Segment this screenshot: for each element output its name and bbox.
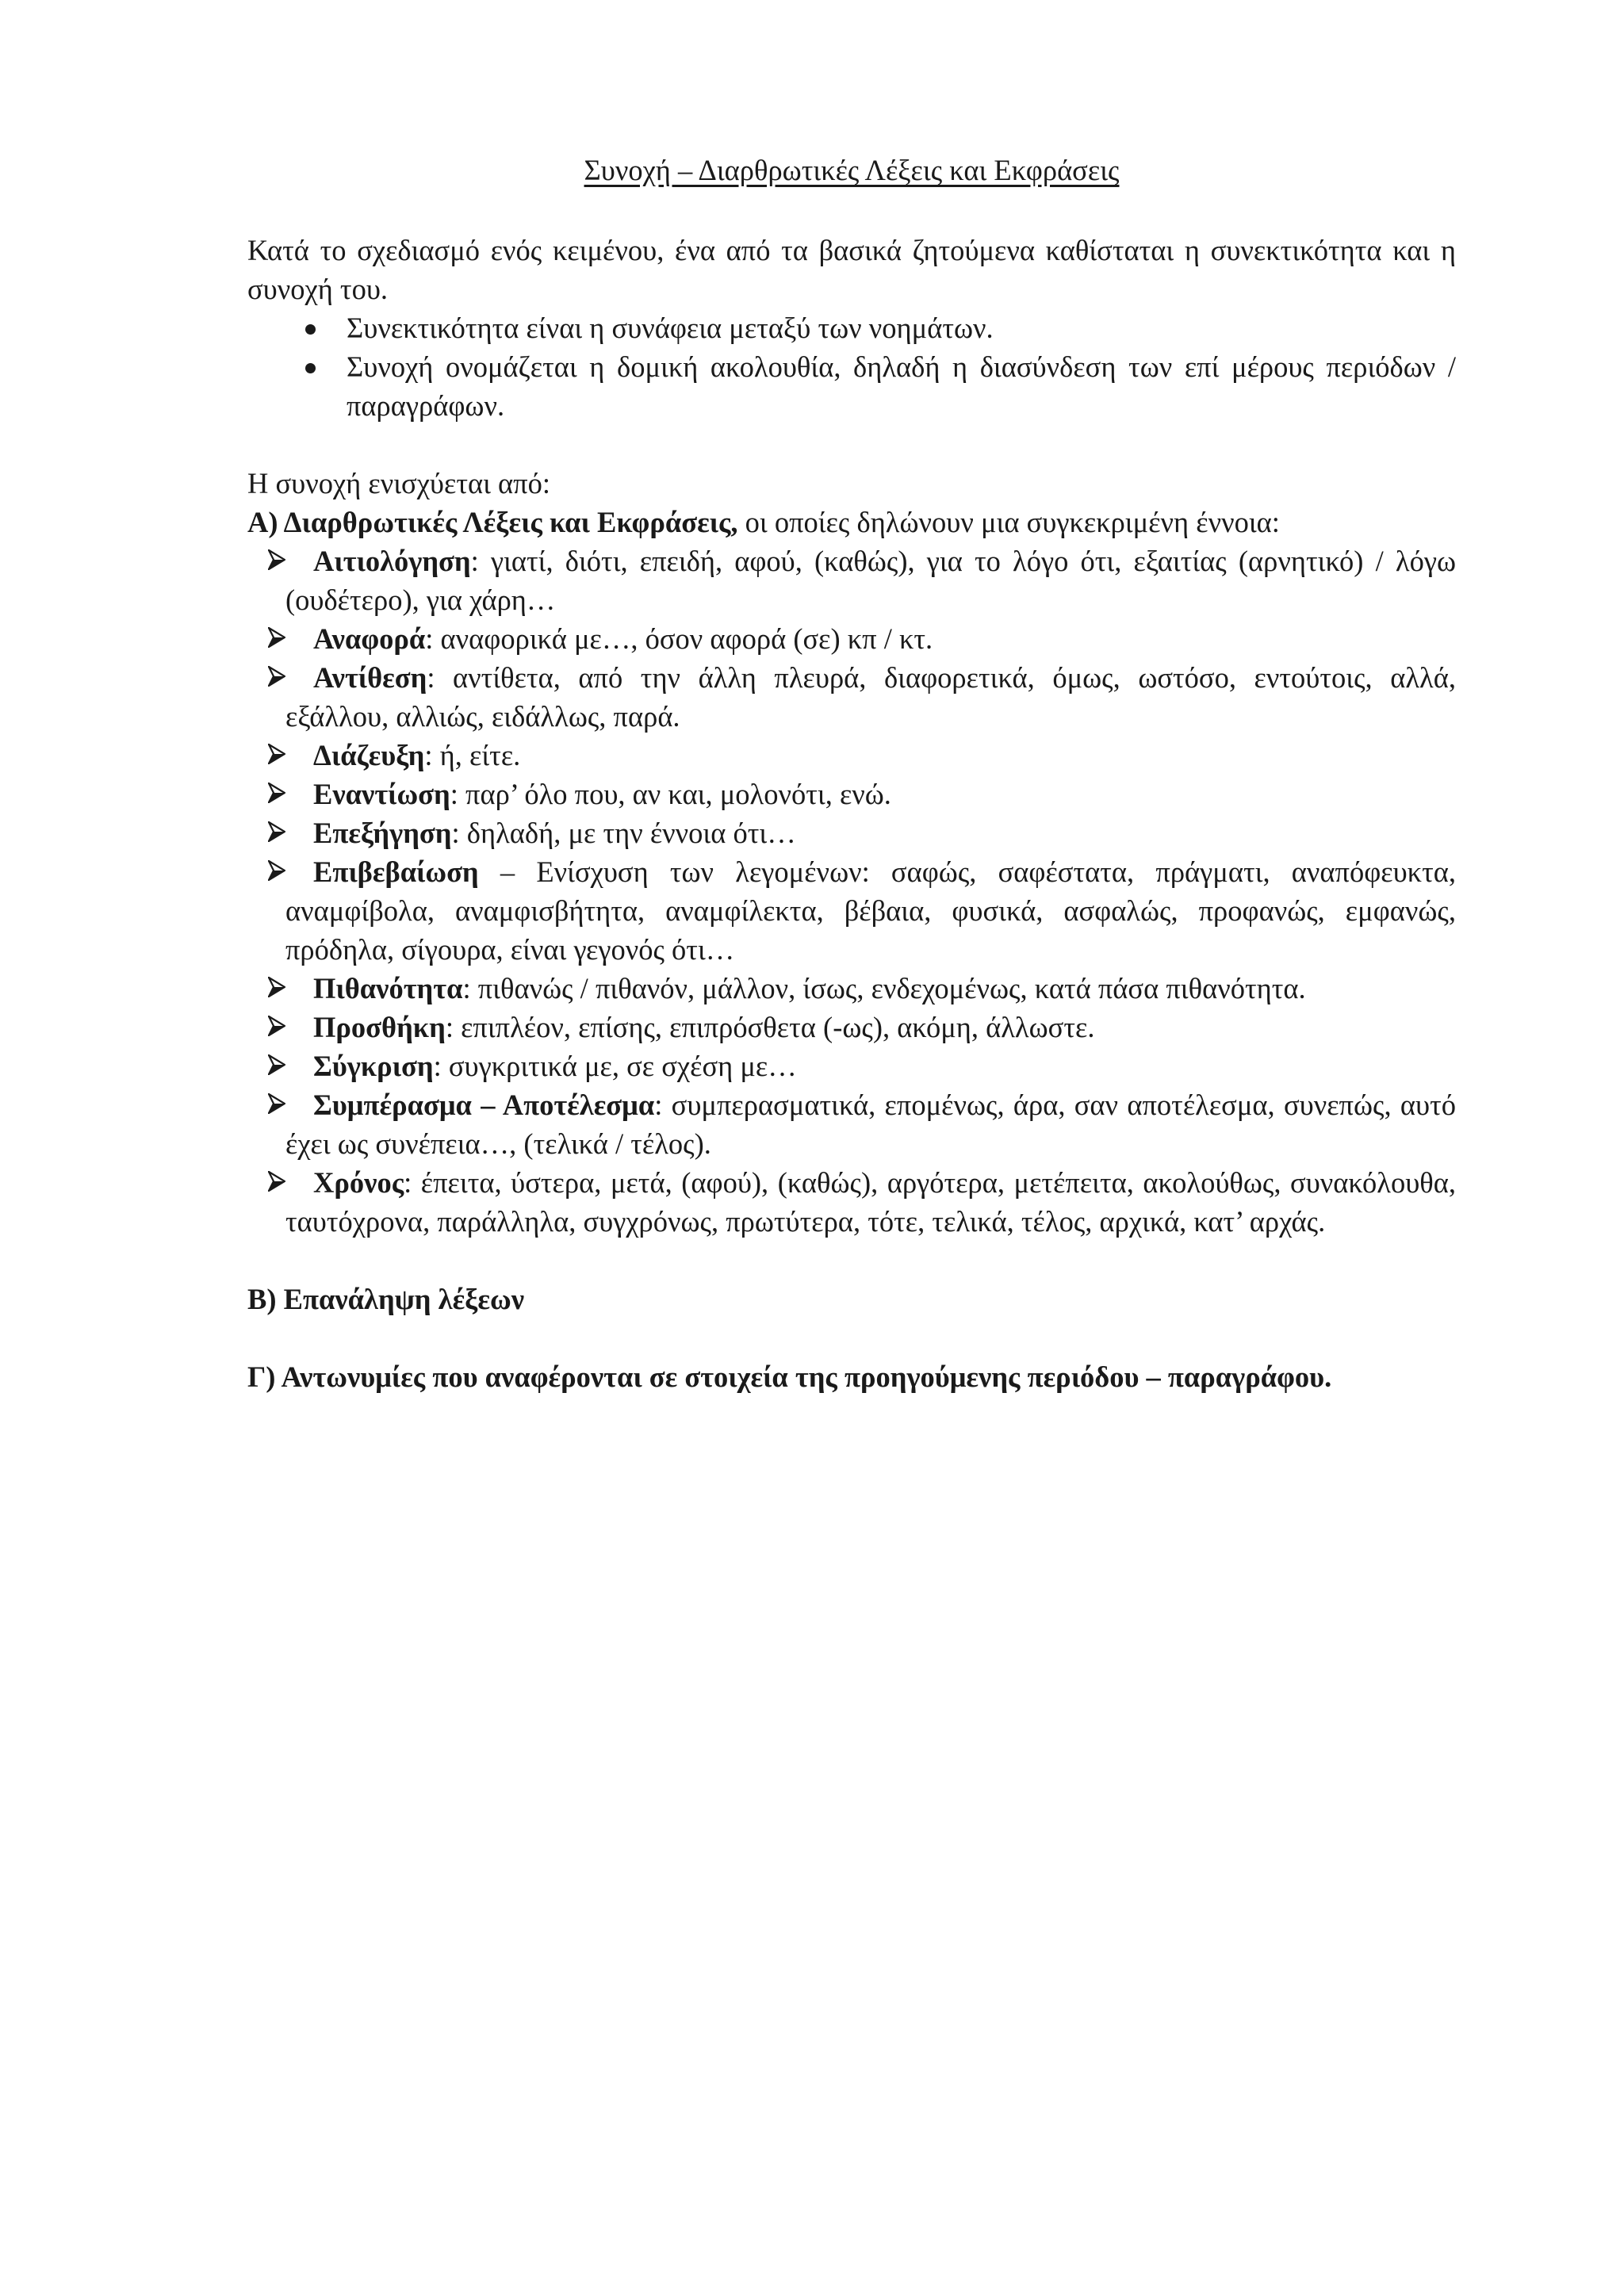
item-separator: : [451,817,460,849]
item-term: Επεξήγηση [313,817,452,849]
item-separator: : [462,972,471,1004]
list-item [247,969,1456,1008]
list-item [247,658,1456,736]
item-term: Προσθήκη [313,1011,446,1043]
paragraph-gap [247,1241,1456,1280]
item-separator: : [433,1050,442,1082]
arrowhead-bullet-icon [268,666,285,687]
definition-list [247,308,1456,425]
paragraph-gap [247,1318,1456,1357]
arrowhead-bullet-icon [268,1054,285,1075]
item-separator: : [654,1089,663,1121]
item-separator: : [470,545,479,577]
item-separator: : [450,778,458,810]
item-term: Αντίθεση [313,661,427,694]
list-item [247,1085,1456,1163]
list-item [247,619,1456,658]
item-separator: : [445,1011,454,1043]
item-text: ή, είτε. [432,739,521,771]
item-term: Διάζευξη [313,739,425,771]
item-term: Αιτιολόγηση [313,545,471,577]
item-text: συμπερασματικά, επομένως, άρα, σαν αποτέλεσμα, συνεπώς, αυτό έχει ως συνέπεια…, (τελικά / τέλος). [285,1089,1456,1160]
item-term: Σύγκριση [313,1050,434,1082]
list-item [247,813,1456,852]
arrowhead-bullet-icon [268,860,285,881]
list-item [299,308,1456,347]
item-term: Επιβεβαίωση [313,855,479,888]
section-a-label: Α) Διαρθρωτικές Λέξεις και Εκφράσεις, [247,506,738,538]
document-page [247,151,1456,1396]
item-text: δηλαδή, με την έννοια ότι… [459,817,796,849]
list-item [247,1047,1456,1085]
document-title: Συνοχή – Διαρθρωτικές Λέξεις και Εκφράσεις [584,154,1120,186]
item-text: Ενίσχυση των λεγομένων: σαφώς, σαφέστατα, πράγματι, αναπόφευκτα, αναμφίβολα, αναμφισβήτητα, αναμφίλεκτα, βέβαια, φυσικά, ασφαλώς, προφανώς, εμφανώς, πρόδηλα, σίγουρα, είναι γεγονός ότι… [285,855,1456,966]
list-item [247,541,1456,619]
list-item [299,347,1456,425]
item-text: παρ’ όλο που, αν και, μολονότι, ενώ. [458,778,891,810]
section-b-heading [247,1280,1456,1318]
item-text: έπειτα, ύστερα, μετά, (αφού), (καθώς), αργότερα, μετέπειτα, ακολούθως, συνακόλουθα, ταυτόχρονα, παράλληλα, συγχρόνως, πρωτύτερα, τότε, τελικά, τέλος, αρχικά, κατ’ αρχάς. [285,1166,1456,1238]
arrowhead-bullet-icon [268,977,285,997]
intro-paragraph: Κατά το σχεδιασμό ενός κειμένου, ένα από τα βασικά ζητούμενα καθίσταται η συνεκτικότητα και η συνοχή του. [247,234,1456,305]
arrowhead-bullet-icon [268,1093,285,1114]
item-term: Πιθανότητα [313,972,463,1004]
item-term: Χρόνος [313,1166,404,1199]
list-item [247,1163,1456,1241]
arrowhead-bullet-icon [268,821,285,842]
reinforced-by-line: Η συνοχή ενισχύεται από: [247,467,551,499]
arrowhead-bullet-icon [268,783,285,803]
item-text: επιπλέον, επίσης, επιπρόσθετα (-ως), ακόμη, άλλωστε. [453,1011,1095,1043]
item-term: Αναφορά [313,622,426,655]
connectives-list [247,541,1456,1241]
item-separator: : [425,622,434,655]
bullet-dot-icon [305,324,316,335]
item-text: αντίθετα, από την άλλη πλευρά, διαφορετικά, όμως, ωστόσο, εντούτοις, αλλά, εξάλλου, αλλιώς, ειδάλλως, παρά. [285,661,1456,733]
section-b-label: Β) Επανάληψη λέξεων [247,1283,525,1315]
bullet-text: Συνεκτικότητα είναι η συνάφεια μεταξύ των νοημάτων. [347,312,994,344]
item-separator: : [424,739,433,771]
arrowhead-bullet-icon [268,1171,285,1192]
item-text: γιατί, διότι, επειδή, αφού, (καθώς), για το λόγο ότι, εξαιτίας (αρνητικό) / λόγω (ουδέτερο), για χάρη… [285,545,1456,616]
arrowhead-bullet-icon [268,549,285,570]
item-separator: : [404,1166,412,1199]
item-text: πιθανώς / πιθανόν, μάλλον, ίσως, ενδεχομένως, κατά πάσα πιθανότητα. [470,972,1306,1004]
item-text: συγκριτικά με, σε σχέση με… [441,1050,797,1082]
bullet-dot-icon [305,363,316,373]
item-text: αναφορικά με…, όσον αφορά (σε) κπ / κτ. [433,622,933,655]
list-item [247,736,1456,775]
arrowhead-bullet-icon [268,627,285,648]
section-a-rest: οι οποίες δηλώνουν μια συγκεκριμένη έννοια: [737,506,1280,538]
bullet-text: Συνοχή ονομάζεται η δομική ακολουθία, δηλαδή η διασύνδεση των επί μέρους περιόδων / παραγράφων. [347,350,1456,422]
section-c-heading: Γ) Αντωνυμίες που αναφέρονται σε στοιχεία της προηγούμενης περιόδου – παραγράφου. [247,1360,1332,1393]
item-term: Συμπέρασμα – Αποτέλεσμα [313,1089,655,1121]
item-separator: – [478,855,515,888]
section-a-heading [247,503,1456,541]
arrowhead-bullet-icon [268,744,285,764]
list-item [247,775,1456,813]
list-item [247,1008,1456,1047]
item-separator: : [427,661,435,694]
list-item [247,852,1456,969]
paragraph-gap [247,425,1456,464]
item-term: Εναντίωση [313,778,450,810]
arrowhead-bullet-icon [268,1016,285,1036]
